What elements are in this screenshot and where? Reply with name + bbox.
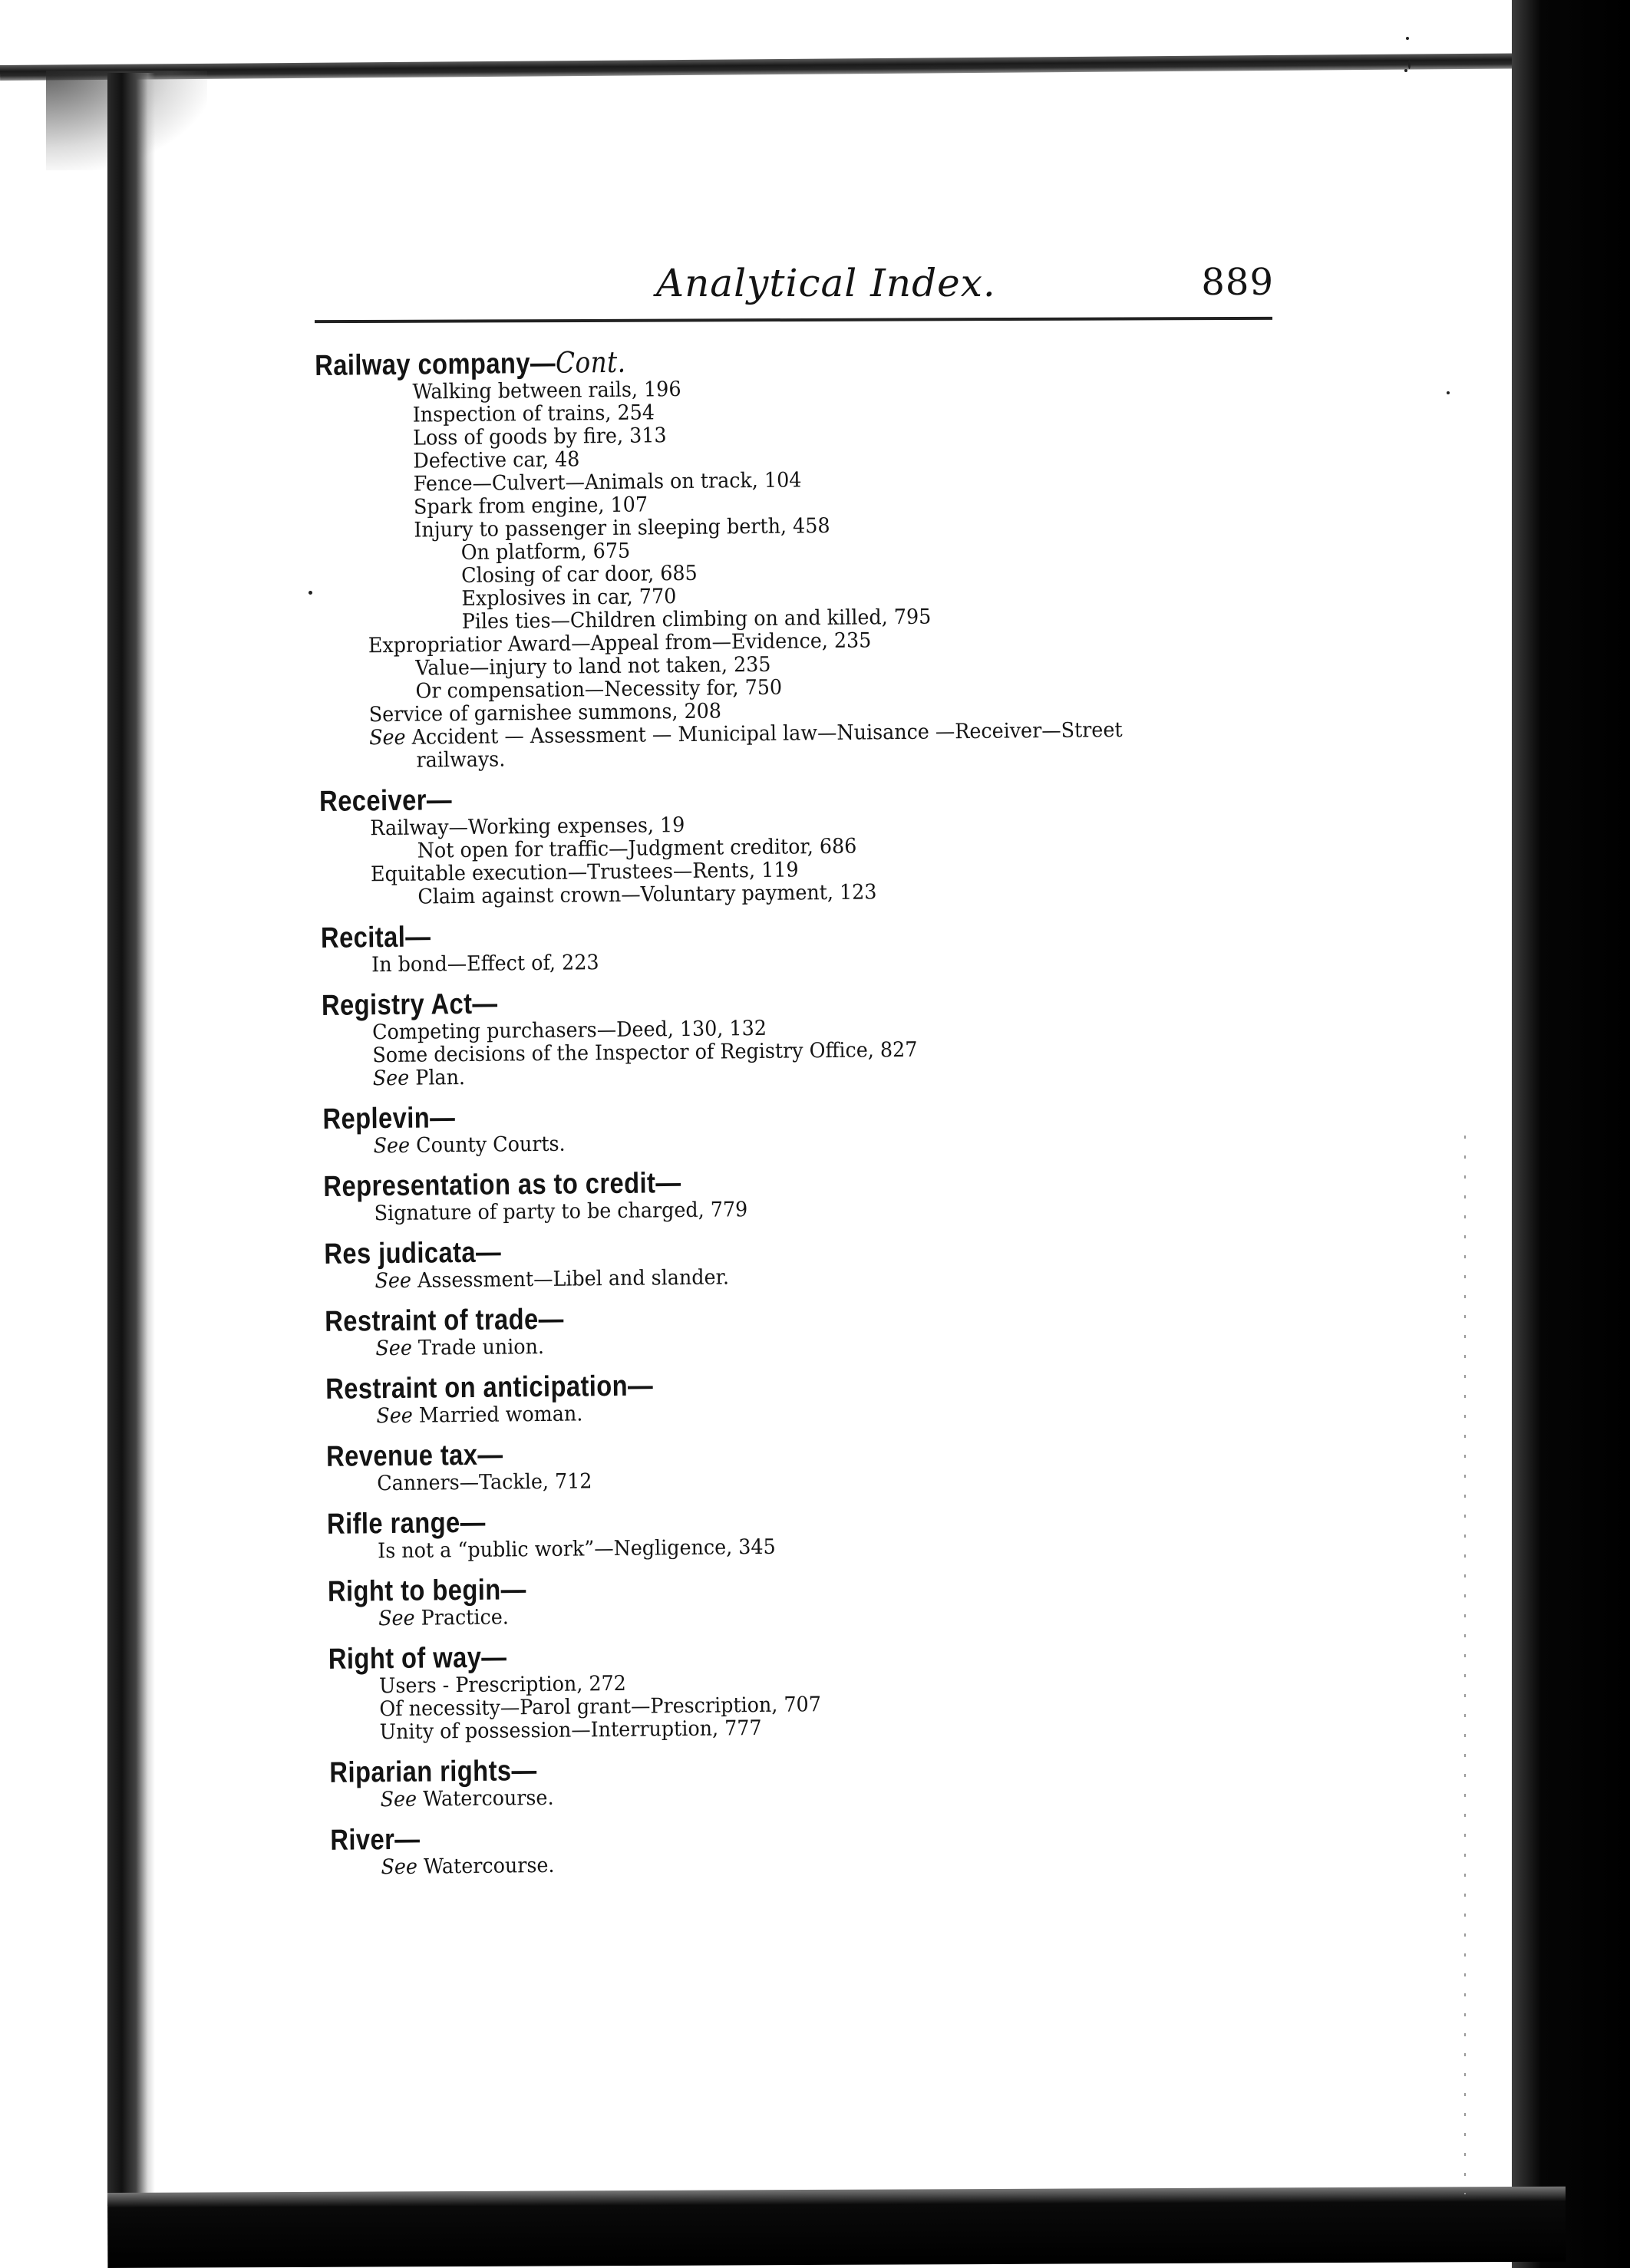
subentry-text: Claim against crown—Voluntary payment, 123 [417,880,877,909]
index-body [315,339,1298,1892]
subentry-text: Accident — Assessment — Municipal law—Nuisance —Receiver—Street [411,718,1123,750]
subentry-text: Value—injury to land not taken, 235 [415,652,771,681]
index-entry [329,1747,1297,1812]
index-entry [330,1815,1298,1880]
subentry-text: Piles ties—Children climbing on and killed, 795 [461,605,932,635]
scan-speck [1406,37,1409,40]
subentry-text: Unity of possession—Interruption, 777 [379,1716,762,1745]
subentry-text: Users - Prescription, 272 [378,1671,626,1699]
subentry-text: Explosives in car, 770 [461,585,677,612]
entry-heading-text: Riparian rights [329,1755,512,1789]
subentry-text: Competing purchasers—Deed, 130, 132 [371,1016,767,1045]
subentry-text: Assessment—Libel and slander. [417,1265,730,1293]
entry-heading-dash: — [538,1303,564,1337]
subentry-text: Plan. [415,1066,466,1090]
entry-heading-text: Res judicata [324,1236,477,1271]
subentry-text: Married woman. [418,1402,583,1428]
subentry-text: Loss of goods by fire, 313 [412,424,667,450]
entry-heading-dash: — [655,1167,681,1200]
entry-heading-text: Receiver [318,784,427,818]
subentry-text: Is not a “public work”—Negligence, 345 [378,1535,776,1564]
subentry-text: Inspection of trains, 254 [412,401,655,427]
entry-heading-dash: — [472,987,498,1020]
index-entry [328,1566,1295,1631]
subentry-text: Canners—Tackle, 712 [377,1469,592,1496]
scan-bottom-edge [107,2187,1566,2268]
entry-heading-text: Revenue tax [325,1439,478,1473]
subentry-text: Defective car, 48 [413,447,580,473]
scan-speck [1404,69,1407,72]
entry-heading-text: Rifle range [326,1507,460,1541]
entry-heading-dash: — [477,1439,503,1472]
header-rule [315,317,1272,323]
subentry-text: Or compensation—Necessity for, 750 [415,675,783,704]
index-entry [315,339,1286,773]
see-reference-label: See [372,1066,410,1091]
scan-gutter-noise [1464,1136,1466,2194]
entry-heading-text: Right to begin [327,1574,501,1608]
index-entry [325,1363,1293,1429]
subentry-text: Practice. [421,1605,509,1630]
subentry-text: Of necessity—Parol grant—Prescription, 707 [379,1693,822,1722]
subentry-text: Service of garnishee summons, 208 [368,699,722,727]
entry-heading-dash: — [475,1236,502,1269]
subentry-text: Signature of party to be charged, 779 [374,1198,748,1226]
subentry-text: County Courts. [416,1132,566,1158]
see-reference-label: See [375,1268,412,1294]
see-reference-label: See [368,725,406,750]
scan-speck [309,591,312,595]
subentry-text: Walking between rails, 196 [412,377,681,404]
see-reference-label: See [375,1336,413,1361]
scan-speck [1408,60,1411,69]
scan-speck [1447,391,1450,394]
subentry-text: Expropriatior Award—Appeal from—Evidence, 235 [368,628,872,658]
entry-heading-text: Representation as to credit [323,1167,656,1203]
see-reference-label: See [381,1854,418,1880]
subentry-text: Closing of car door, 685 [460,561,698,588]
entry-heading-text: Replevin [322,1102,431,1136]
entry-heading-dash: — [394,1823,421,1857]
subentry-text: Not open for traffic—Judgment creditor, 686 [417,834,857,863]
subentry-text: Fence—Culvert—Animals on track, 104 [413,468,802,496]
index-entry [326,1431,1294,1496]
index-entry [324,1228,1292,1294]
index-entry [323,1161,1291,1226]
subentry-text: railways. [416,747,506,773]
subentry-text: On platform, 675 [460,539,631,565]
entry-heading-text: Restraint of trade [325,1304,539,1338]
subentry-text: Injury to passenger in sleeping berth, 458 [414,513,830,542]
scan-top-edge [0,53,1527,81]
index-entry [325,1296,1292,1361]
entry-heading-dash: — [429,1102,456,1135]
see-reference-label: See [373,1133,411,1159]
entry-heading-dash: — [460,1506,486,1540]
index-entry [322,1093,1290,1159]
running-header [315,261,1274,315]
subentry-text: Trade union. [417,1334,545,1360]
page-number: 889 [1201,261,1274,304]
see-reference-label: See [378,1606,415,1631]
page-title: Analytical Index. [656,261,996,305]
continued-label: Cont. [555,344,626,380]
subentry-text: Railway—Working expenses, 19 [370,813,685,841]
see-reference-label: See [380,1787,417,1812]
entry-heading-dash: — [500,1574,526,1607]
entry-heading-dash: — [405,921,431,954]
entry-heading-text: Railway company [315,348,531,382]
entry-heading-text: River [330,1824,395,1857]
entry-heading-text: Registry Act [321,987,473,1022]
subentry-text: Watercourse. [423,1853,555,1879]
entry-heading-text: Restraint on anticipation [325,1370,629,1406]
entry-heading-dash: — [627,1370,654,1403]
entry-heading-text: Recital [320,921,406,954]
index-entry [328,1633,1296,1745]
subentry-text: Spark from engine, 107 [413,493,648,519]
see-reference-label: See [376,1403,413,1429]
index-entry [319,776,1288,910]
subentry-text: Equitable execution—Trustees—Rents, 119 [370,858,799,887]
entry-heading-dash: — [511,1755,537,1788]
entry-heading-dash: — [481,1641,507,1674]
entry-heading-text: Right of way [328,1641,482,1676]
subentry-text: In bond—Effect of, 223 [371,951,599,977]
entry-heading-dash: — [426,784,453,817]
scan-left-edge [107,73,155,2206]
index-entry [321,912,1288,977]
entry-heading-dash: — [530,347,556,381]
index-entry [327,1498,1295,1564]
scan-right-edge [1512,0,1630,2268]
subentry-text: Watercourse. [422,1785,554,1811]
subentry-text: Some decisions of the Inspector of Registry Office, 827 [372,1037,918,1068]
index-entry [322,980,1289,1091]
